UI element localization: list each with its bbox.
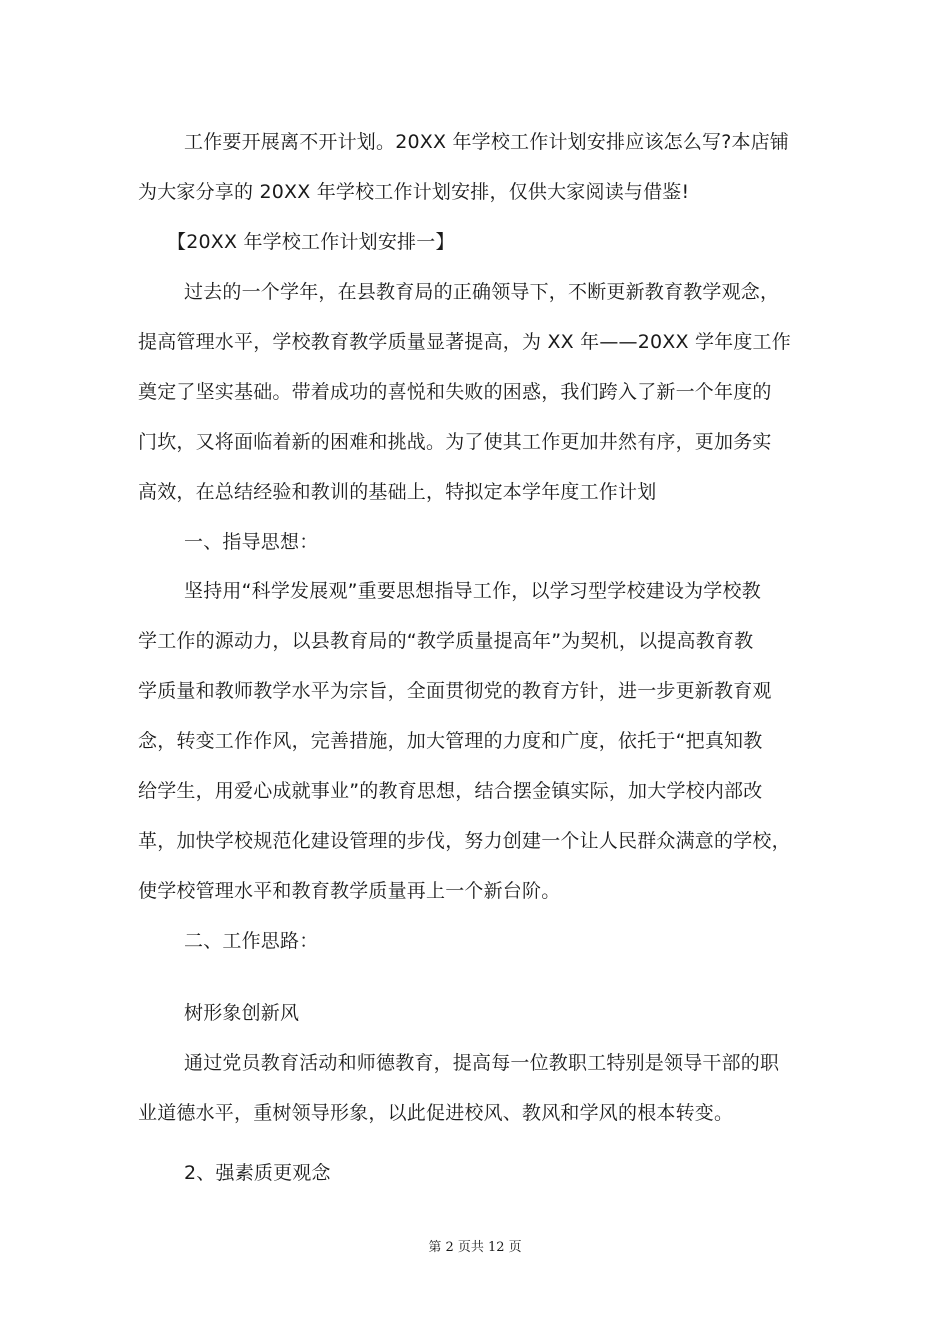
paragraph-line: 门坎，又将面临着新的困难和挑战。为了使其工作更加井然有序，更加务实: [138, 431, 772, 453]
paragraph-line: 使学校管理水平和教育教学质量再上一个新台阶。: [138, 880, 561, 902]
paragraph-line: 革，加快学校规范化建设管理的步伐，努力创建一个让人民群众满意的学校，: [138, 830, 791, 852]
paragraph-line: 坚持用“科学发展观”重要思想指导工作，以学习型学校建设为学校教: [184, 580, 761, 602]
page-number: 第 2 页共 12 页: [428, 1240, 522, 1255]
intro-line-2: 为大家分享的 20XX 年学校工作计划安排，仅供大家阅读与借鉴!: [138, 181, 690, 203]
paragraph-line: 学工作的源动力，以县教育局的“教学质量提高年”为契机，以提高教育教: [138, 630, 754, 652]
paragraph-line: 念，转变工作作风，完善措施，加大管理的力度和广度，依托于“把真知教: [138, 730, 763, 752]
paragraph-line: 提高管理水平，学校教育教学质量显著提高，为 XX 年——20XX 学年度工作: [138, 331, 791, 353]
subheading-quality: 2、强素质更观念: [184, 1162, 331, 1184]
heading-work-ideas: 二、工作思路：: [184, 930, 319, 952]
paragraph-line: 高效，在总结经验和教训的基础上，特拟定本学年度工作计划: [138, 481, 657, 503]
intro-line-1: 工作要开展离不开计划。20XX 年学校工作计划安排应该怎么写?本店铺: [184, 131, 790, 153]
paragraph-line: 通过党员教育活动和师德教育，提高每一位教职工特别是领导干部的职: [184, 1052, 780, 1074]
paragraph-line: 给学生，用爱心成就事业”的教育思想，结合摆金镇实际，加大学校内部改: [138, 780, 763, 802]
paragraph-line: 学质量和教师教学水平为宗旨，全面贯彻党的教育方针，进一步更新教育观: [138, 680, 772, 702]
paragraph-line: 奠定了坚实基础。带着成功的喜悦和失败的困惑，我们跨入了新一个年度的: [138, 381, 772, 403]
paragraph-line: 业道德水平，重树领导形象，以此促进校风、教风和学风的根本转变。: [138, 1102, 734, 1124]
subheading-image: 树形象创新风: [184, 1002, 300, 1024]
heading-guiding-thought: 一、指导思想：: [184, 531, 319, 553]
section-heading-plan-one: 【20XX 年学校工作计划安排一】: [167, 231, 455, 253]
paragraph-line: 过去的一个学年，在县教育局的正确领导下，不断更新教育教学观念，: [184, 281, 780, 303]
